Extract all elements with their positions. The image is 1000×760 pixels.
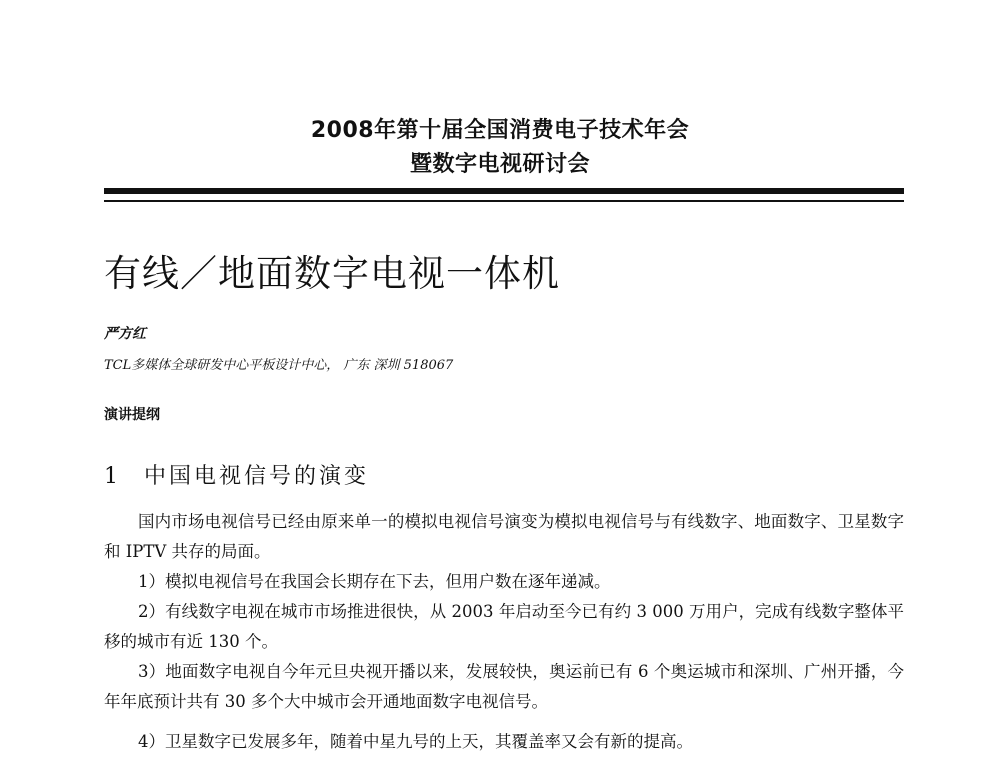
section-heading — [104, 462, 369, 492]
conference-title-line2: 暨数字电视研讨会 — [409, 152, 590, 177]
header-rule-thin — [104, 200, 904, 202]
paragraph-terrestrial: 3）地面数字电视自今年元旦央视开播以来，发展较快，奥运前已有 6 个奥运城市和深圳、广州开播，今年年底预计共有 30 多个大中城市会开通地面数字电视信号。 — [104, 662, 904, 711]
paragraph-analog: 1）模拟电视信号在我国会长期存在下去，但用户数在逐年递减。 — [138, 572, 611, 591]
author-affiliation: TCL多媒体全球研发中心平板设计中心， 广东 深圳 518067 — [104, 358, 454, 373]
paragraph-satellite: 4）卫星数字已发展多年，随着中星九号的上天，其覆盖率又会有新的提高。 — [138, 732, 693, 751]
author-name: 严方红 — [104, 326, 146, 342]
conference-header — [0, 114, 1000, 182]
paper-title: 有线／地面数字电视一体机 — [104, 252, 560, 295]
paragraph-cable: 2）有线数字电视在城市市场推进很快，从 2003 年启动至今已有约 3 000 万用户，完成有线数字整体平移的城市有近 130 个。 — [104, 602, 904, 651]
conference-title-line1: 2008年第十届全国消费电子技术年会 — [310, 118, 690, 143]
paragraph-intro: 国内市场电视信号已经由原来单一的模拟电视信号演变为模拟电视信号与有线数字、地面数字、卫星数字和 IPTV 共存的局面。 — [104, 512, 904, 561]
section-title: 中国电视信号的演变 — [144, 464, 370, 489]
outline-label: 演讲提纲 — [104, 407, 160, 423]
header-rule-thick — [104, 188, 904, 194]
section-number: 1 — [104, 464, 118, 489]
